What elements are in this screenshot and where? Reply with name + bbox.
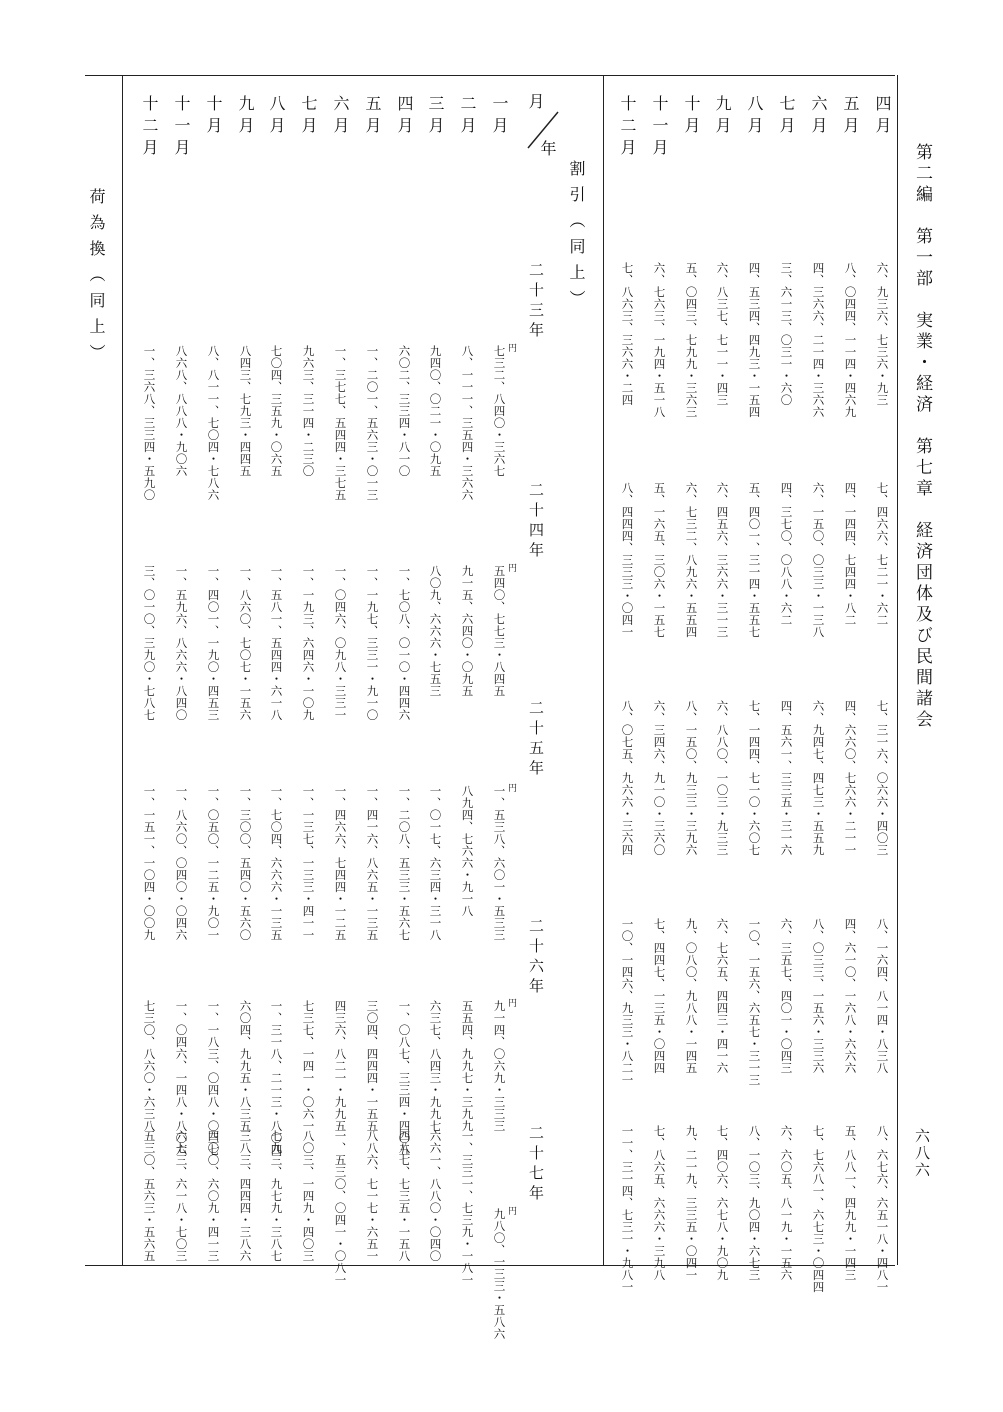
year-header: 二十六年: [527, 918, 545, 998]
upper-cell: 六、七六五、四四三・四一六: [715, 918, 730, 1074]
lower-cell: 四八七、七三五・一五八: [397, 1130, 412, 1262]
lower-month: 五月: [363, 95, 382, 139]
lower-month: 十二月: [140, 95, 159, 161]
lower-cell: 七三七、一四一・〇六一: [301, 1000, 316, 1132]
lower-cell: 八〇三、一四九・四〇三: [301, 1130, 316, 1262]
upper-month: 五月: [841, 95, 860, 139]
lower-cell: 一、一八三、〇四八・〇三七: [206, 1000, 221, 1156]
lower-table-left-rule: [122, 75, 123, 1265]
lower-cell: 一、一九七、三三一・九一〇: [365, 565, 380, 721]
lower-cell: 五三〇、五六三・五六五: [142, 1130, 157, 1262]
upper-table-left-rule: [897, 75, 898, 1265]
upper-cell: 六、九四七、四七三・五五九: [811, 700, 826, 856]
upper-cell: 三、六一三、〇三一・六〇: [779, 262, 794, 406]
corner-year-label: 年: [538, 140, 557, 162]
lower-cell: 七〇四、三五九・〇六五: [269, 345, 284, 477]
lower-cell: 六三七、八四三・九九七: [428, 1000, 443, 1132]
lower-cell: 九一五、六四〇・〇九五: [460, 565, 475, 697]
upper-cell: 八、四四四、三三三・〇四一: [620, 482, 635, 638]
lower-cell: 一、七〇八、〇一〇・四四六: [397, 565, 412, 721]
upper-cell: 六、一五〇、〇三三・一三八: [811, 482, 826, 638]
upper-cell: 七、一四四、七一〇・六〇七: [747, 700, 762, 856]
lower-month: 七月: [299, 95, 318, 139]
lower-cell: 一、四六六、七四四・一二五: [333, 785, 348, 941]
upper-month: 七月: [777, 95, 796, 139]
lower-cell: 六〇四、九九五・八三五: [238, 1000, 253, 1132]
lower-cell: 四〇〇、六〇九・四一三: [206, 1130, 221, 1262]
lower-cell: 六六一、八八〇・〇四〇: [428, 1130, 443, 1262]
lower-cell: 一、三六八、三三四・五九〇: [142, 345, 157, 501]
lower-cell: 一、五三〇、〇四一・〇八一: [333, 1130, 348, 1286]
upper-cell: 七、四四七、一三五・〇四四: [652, 918, 667, 1074]
upper-month: 六月: [809, 95, 828, 139]
lower-cell: 八、一一一、三五四・三六六: [460, 345, 475, 501]
upper-cell: 一一、三一四、七三一・九八一: [620, 1125, 635, 1293]
lower-cell: 一、五八一、五四四・六一八: [269, 565, 284, 721]
upper-cell: 五、八八一、四九九・一四三: [843, 1125, 858, 1281]
lower-cell: 一、二〇一、五六三・〇一三: [365, 345, 380, 501]
upper-cell: 四、五三四、四九三・一五四: [747, 262, 762, 418]
lower-month: 十一月: [172, 95, 191, 161]
upper-cell: 六、三四六、九一〇・三六〇: [652, 700, 667, 856]
lower-cell: 七三二、八四〇・三六七: [492, 345, 507, 477]
lower-cell: 一、〇五〇、一二五・九〇一: [206, 785, 221, 941]
lower-cell: 一、〇八七、三三四・四〇五: [397, 1000, 412, 1156]
upper-cell: 四、一四四、七四四・八二: [843, 482, 858, 626]
upper-cell: 四、六一〇、一六八・六六六: [843, 918, 858, 1074]
lower-cell: 三八三、四四四・三八六: [238, 1130, 253, 1262]
yen-mark: 円: [508, 564, 518, 574]
lower-cell: 一、七〇四、六六六・一三五: [269, 785, 284, 941]
upper-cell: 四、六六〇、七六六・二一一: [843, 700, 858, 856]
lower-cell: 一、五九六、八六六・八四〇: [174, 565, 189, 721]
lower-cell: 六〇二、三三四・八一〇: [397, 345, 412, 477]
bottom-rule: [85, 1265, 895, 1266]
lower-cell: 五五四、九九七・三九九: [460, 1000, 475, 1132]
lower-cell: 一、一九三、六四六・一〇九: [301, 565, 316, 721]
upper-cell: 七、七六八一、六七三・〇四四: [811, 1125, 826, 1293]
upper-cell: 六、九三六、七三六・九三: [875, 262, 890, 406]
lower-table-title: 割引（同上）: [567, 160, 586, 316]
page-number: 六八六: [913, 1128, 931, 1179]
lower-cell: 一、四〇一、一九〇・四五三: [206, 565, 221, 721]
lower-cell: 一、一五一、一〇四・〇〇九: [142, 785, 157, 941]
lower-cell: 九八〇、一三三・五八六: [492, 1208, 507, 1340]
lower-cell: 一、〇四六、〇九八・三三一: [333, 565, 348, 721]
upper-cell: 八、〇三三、一五六・三三六: [811, 918, 826, 1074]
lower-cell: 一、三〇〇、五四〇・五六〇: [238, 785, 253, 941]
upper-cell: 九、〇八〇、九八八・一四五: [684, 918, 699, 1074]
lower-cell: 三〇四、四四四・一五五: [365, 1000, 380, 1132]
lower-cell: 一、二〇八、五三三・五六七: [397, 785, 412, 941]
upper-cell: 六、七六三、一九四・五一八: [652, 262, 667, 418]
lower-month: 一月: [490, 95, 509, 139]
upper-cell: 五、四〇一、三一四・五五七: [747, 482, 762, 638]
year-header: 二十三年: [527, 262, 545, 342]
upper-cell: 四、三七〇、〇八八・六二: [779, 482, 794, 626]
upper-cell: 六、三五七、四〇一・〇四三: [779, 918, 794, 1074]
upper-cell: 四、五六一、三三五・三一六: [779, 700, 794, 856]
lower-cell: 一、八六〇、〇四〇・〇四六: [174, 785, 189, 941]
lower-cell: 五四〇、七七三・八四五: [492, 565, 507, 697]
upper-cell: 八、一〇三、九〇四・六七三: [747, 1125, 762, 1281]
lower-cell: 九一四、〇六九・三三三: [492, 1000, 507, 1132]
lower-month: 九月: [236, 95, 255, 139]
yen-mark: 円: [508, 1207, 518, 1217]
upper-cell: 一〇、一四六、九三三・八二一: [620, 918, 635, 1086]
lower-cell: 一、三一八、二一三・八〇四: [269, 1000, 284, 1156]
upper-month: 九月: [713, 95, 732, 139]
upper-cell: 六、六〇五、八一九・一五六: [779, 1125, 794, 1281]
corner-diagonal: [520, 110, 560, 150]
upper-cell: 五、〇四三、七九九・三六三: [684, 262, 699, 418]
lower-month: 二月: [458, 95, 477, 139]
upper-cell: 七、四六六、七二一・六二: [875, 482, 890, 626]
lower-cell: 一、三三一、七三九・一八一: [460, 1130, 475, 1286]
table-divider-rule: [603, 75, 604, 1265]
running-title: 第二編 第一部 実業・経済 第七章 経済団体及び民間諸会: [912, 143, 932, 731]
lower-cell: 九四〇、〇二一・〇九五: [428, 345, 443, 477]
lower-cell: 四三六、八二一・九九五: [333, 1000, 348, 1132]
lower-cell: 一、一三七、一三三・四一一: [301, 785, 316, 941]
lower-cell: 一、四一六、八六五・一三五: [365, 785, 380, 941]
upper-cell: 四、三六六、二一四・三六六: [811, 262, 826, 418]
upper-cell: 六、八三七、七一一・四三: [715, 262, 730, 406]
year-header: 二十七年: [527, 1125, 545, 1205]
lower-cell: 七九三、九七九・三八七: [269, 1130, 284, 1262]
upper-cell: 七、八六五、六六六・三九八: [652, 1125, 667, 1281]
upper-cell: 七、八六三、三六六・二四: [620, 262, 635, 406]
upper-cell: 五、一六五、三〇六・一五七: [652, 482, 667, 638]
year-header: 二十四年: [527, 482, 545, 562]
lower-cell: 三、〇一〇、三九〇・七八七: [142, 565, 157, 721]
upper-cell: 八、一五〇、九三三・三九六: [684, 700, 699, 856]
lower-month: 四月: [395, 95, 414, 139]
lower-cell: 八、八一一、七〇四・七八六: [206, 345, 221, 501]
upper-month: 八月: [745, 95, 764, 139]
upper-cell: 六、七三二、八九六・五五四: [684, 482, 699, 638]
lower-cell: 一、五三八、六〇一・五三三: [492, 785, 507, 941]
upper-month: 四月: [873, 95, 892, 139]
lower-cell: 一、〇四六、一四八・八〇六: [174, 1000, 189, 1156]
lower-cell: 八六八、八八八・九〇六: [174, 345, 189, 477]
upper-cell: 七、三一六、〇六六・四〇三: [875, 700, 890, 856]
lower-cell: 一、八六〇、七〇七・一五六: [238, 565, 253, 721]
lower-cell: 一、三七七、五四四・三七五: [333, 345, 348, 501]
upper-cell: 八、六七六、六五一八・四八一: [875, 1125, 890, 1293]
lower-cell: 七三〇、八六〇・六三八: [142, 1000, 157, 1132]
lower-cell: 九六三、三一四・二三〇: [301, 345, 316, 477]
next-table-title: 荷為換（同上）: [87, 188, 106, 370]
upper-cell: 八、一六四、八一四・八三八: [875, 918, 890, 1074]
upper-cell: 八、〇七五、九六六・三六四: [620, 700, 635, 856]
corner-month-label: 月: [526, 93, 545, 115]
upper-month: 十月: [682, 95, 701, 139]
upper-cell: 七、四〇六、六七八・九〇九: [715, 1125, 730, 1281]
upper-cell: 九、二一九、三三五・〇四一: [684, 1125, 699, 1281]
lower-month: 六月: [331, 95, 350, 139]
yen-mark: 円: [508, 344, 518, 354]
upper-cell: 一〇、一五六、六五七・三一三: [747, 918, 762, 1086]
upper-month: 十二月: [618, 95, 637, 161]
lower-cell: 八八六、七一七・六五一: [365, 1130, 380, 1262]
lower-month: 八月: [267, 95, 286, 139]
year-header: 二十五年: [527, 700, 545, 780]
upper-cell: 六、八八〇、一〇三・九三三: [715, 700, 730, 856]
upper-cell: 六、四五六、三六六・三一三: [715, 482, 730, 638]
yen-mark: 円: [508, 784, 518, 794]
lower-cell: 八〇九、六六六・七五三: [428, 565, 443, 697]
yen-mark: 円: [508, 999, 518, 1009]
upper-month: 十一月: [650, 95, 669, 161]
lower-month: 十月: [204, 95, 223, 139]
lower-month: 三月: [426, 95, 445, 139]
lower-cell: 六七三、六一八・七〇三: [174, 1130, 189, 1262]
lower-cell: 八九四、七六六・九一八: [460, 785, 475, 917]
lower-cell: 八四三、七九三・四四五: [238, 345, 253, 477]
upper-cell: 八、〇四四、一一四・四六九: [843, 262, 858, 418]
lower-cell: 一、〇一七、六三四・三一八: [428, 785, 443, 941]
top-rule: [85, 75, 895, 76]
